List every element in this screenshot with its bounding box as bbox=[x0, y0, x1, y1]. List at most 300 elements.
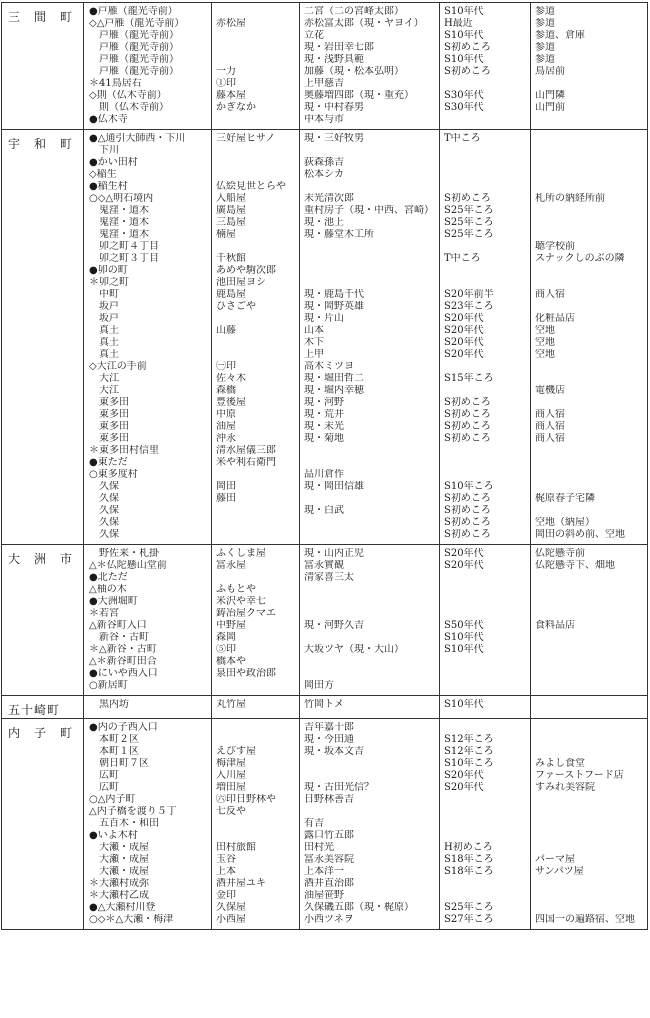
inn-name-cell: 森岡 bbox=[216, 632, 236, 643]
note-cell bbox=[531, 205, 647, 217]
place-cell: 鬼窪・道木 bbox=[89, 205, 149, 216]
inn-name-cell: あめや駒次郎 bbox=[216, 265, 276, 276]
place-cell: 野佐来・札掛 bbox=[89, 548, 159, 559]
period-cell: S23年ころ bbox=[444, 301, 494, 312]
note-column bbox=[531, 719, 648, 930]
inn-name-cell: ひさごや bbox=[216, 301, 256, 312]
town-name: 大 洲 市 bbox=[2, 545, 84, 696]
period-cell bbox=[440, 656, 530, 668]
note-cell: 商人宿 bbox=[535, 289, 565, 300]
note-cell: 参道 bbox=[535, 6, 555, 17]
note-cell bbox=[531, 265, 647, 277]
inn-name-cell: 藤田 bbox=[216, 493, 236, 504]
note-cell bbox=[531, 78, 647, 90]
period-cell bbox=[440, 181, 530, 193]
place-cell: 坂戸 bbox=[89, 313, 119, 324]
period-column bbox=[440, 696, 531, 719]
note-cell: 四国一の遍路宿、空地 bbox=[535, 914, 635, 925]
note-cell bbox=[531, 746, 647, 758]
note-cell: 参道、倉庫 bbox=[535, 30, 585, 41]
period-cell: S15年ころ bbox=[444, 373, 494, 384]
place-cell: ＊卯之町 bbox=[89, 277, 129, 288]
owner-cell bbox=[300, 253, 439, 265]
place-column bbox=[84, 719, 212, 930]
place-cell: ○◇＊△大瀬・梅津 bbox=[89, 914, 174, 925]
place-cell: △新谷町入口 bbox=[89, 620, 147, 631]
note-cell bbox=[531, 890, 647, 902]
period-cell: S30年代 bbox=[444, 102, 484, 113]
inn-name-cell: 油屋 bbox=[216, 421, 236, 432]
period-cell bbox=[440, 794, 530, 806]
note-cell bbox=[531, 157, 647, 169]
place-cell: ●東ただ bbox=[89, 457, 128, 468]
place-cell: ◇大江の手前 bbox=[89, 361, 147, 372]
place-cell: ●稲生村 bbox=[89, 181, 128, 192]
inn-name-cell bbox=[212, 30, 299, 42]
inn-name-cell: 玉谷 bbox=[216, 854, 236, 865]
owner-cell bbox=[300, 493, 439, 505]
note-cell: スナックしのぶの隣 bbox=[535, 253, 625, 264]
place-cell: 卯之町３丁目 bbox=[89, 253, 159, 264]
note-cell: 商人宿 bbox=[535, 409, 565, 420]
period-cell bbox=[440, 385, 530, 397]
place-cell: ＊若宮 bbox=[89, 608, 119, 619]
inn-name-cell: 清水屋儀三郎 bbox=[216, 445, 276, 456]
place-cell: ●いよ木村 bbox=[89, 830, 138, 841]
owner-cell: 現・鹿島千代 bbox=[304, 289, 364, 300]
place-column bbox=[84, 545, 212, 696]
period-cell: S30年代 bbox=[444, 90, 484, 101]
owner-cell: 現・浅野具範 bbox=[304, 54, 364, 65]
place-cell: 真土 bbox=[89, 349, 119, 360]
inn-name-cell: 一力 bbox=[216, 66, 236, 77]
inn-name-cell bbox=[212, 42, 299, 54]
owner-cell: 立花 bbox=[304, 30, 324, 41]
place-cell: 卯之町４丁目 bbox=[89, 241, 159, 252]
owner-cell bbox=[300, 517, 439, 529]
period-cell bbox=[440, 806, 530, 818]
note-column bbox=[531, 696, 648, 719]
note-cell bbox=[531, 722, 647, 734]
note-cell bbox=[531, 169, 647, 181]
inn-name-cell: 三好屋ヒサノ bbox=[216, 133, 276, 144]
note-cell bbox=[531, 277, 647, 289]
period-cell bbox=[440, 445, 530, 457]
inn-name-cell: かぎなか bbox=[216, 102, 256, 113]
period-cell: S10年代 bbox=[444, 54, 484, 65]
note-cell: 山門前 bbox=[535, 102, 565, 113]
owner-cell: 現・坂本文吉 bbox=[304, 746, 364, 757]
period-cell: S10年ころ bbox=[444, 758, 494, 769]
owner-cell bbox=[300, 596, 439, 608]
note-cell: 空地 bbox=[535, 325, 555, 336]
note-cell bbox=[531, 842, 647, 854]
owner-cell: 現・岩田幸七郎 bbox=[304, 42, 374, 53]
note-cell bbox=[531, 457, 647, 469]
period-cell: S10年代 bbox=[444, 632, 484, 643]
note-cell: 空地 bbox=[535, 337, 555, 348]
place-cell: ●仏木寺 bbox=[89, 114, 128, 125]
inn-name-cell: ①印 bbox=[216, 78, 236, 89]
owner-cell: 現・岡田信雄 bbox=[304, 481, 364, 492]
note-cell bbox=[531, 397, 647, 409]
town-name: 宇 和 町 bbox=[2, 130, 84, 545]
period-cell: S初めころ bbox=[444, 493, 491, 504]
section-row bbox=[2, 696, 648, 719]
period-cell: S27年ころ bbox=[444, 914, 494, 925]
period-cell: S初めころ bbox=[444, 529, 491, 540]
town-name: 五十崎町 bbox=[2, 696, 84, 719]
note-cell bbox=[531, 878, 647, 890]
inn-name-cell bbox=[212, 830, 299, 842]
owner-cell: 久保磯五郎（現・梶原） bbox=[304, 902, 414, 913]
owner-cell: 吉年嘉十郎 bbox=[304, 722, 354, 733]
owner-cell: 現・河野 bbox=[304, 397, 344, 408]
note-cell bbox=[531, 361, 647, 373]
inn-name-cell: 佐々木 bbox=[216, 373, 246, 384]
note-cell: 仏陀懸寺下、畑地 bbox=[535, 560, 615, 571]
place-cell: ●△大瀬村川登 bbox=[89, 902, 156, 913]
period-cell: S20年代 bbox=[444, 349, 484, 360]
inn-name-column bbox=[212, 130, 300, 545]
owner-column bbox=[300, 130, 440, 545]
owner-cell: 上本洋一 bbox=[304, 866, 344, 877]
place-cell: 東多田 bbox=[89, 421, 129, 432]
place-cell: △＊仏陀懸山堂前 bbox=[89, 560, 167, 571]
inn-name-cell: 豊後屋 bbox=[216, 397, 246, 408]
owner-cell: 現・山内正児 bbox=[304, 548, 364, 559]
owner-cell: 山本 bbox=[304, 325, 324, 336]
note-cell bbox=[531, 794, 647, 806]
inn-name-cell bbox=[212, 680, 299, 692]
inn-name-cell bbox=[212, 54, 299, 66]
place-cell: ＊東多田村信里 bbox=[89, 445, 159, 456]
inn-name-cell: 金印 bbox=[216, 890, 236, 901]
inn-name-cell: 楠屋 bbox=[216, 229, 236, 240]
inn-name-cell: 酒井屋ユキ bbox=[216, 878, 266, 889]
inn-name-cell bbox=[212, 145, 299, 157]
period-cell: S初めころ bbox=[444, 421, 491, 432]
inn-name-cell: 丸竹屋 bbox=[216, 699, 246, 710]
place-cell: 久保 bbox=[89, 493, 119, 504]
inn-name-cell bbox=[212, 114, 299, 126]
place-cell: 東多田 bbox=[89, 409, 129, 420]
inn-name-cell: 梅津屋 bbox=[216, 758, 246, 769]
table-body bbox=[2, 3, 648, 930]
place-cell: 則（仏木寺前） bbox=[89, 102, 169, 113]
note-cell: 商人宿 bbox=[535, 433, 565, 444]
inn-name-cell: 鋳冶屋クマエ bbox=[216, 608, 276, 619]
period-cell: S20年代 bbox=[444, 782, 484, 793]
inn-name-cell: ㊅印日野林や bbox=[216, 794, 276, 805]
note-cell: 梶原春子宅隣 bbox=[535, 493, 595, 504]
note-cell bbox=[531, 481, 647, 493]
note-column bbox=[531, 3, 648, 130]
period-cell: S初めころ bbox=[444, 42, 491, 53]
inn-name-column bbox=[212, 3, 300, 130]
note-cell bbox=[531, 902, 647, 914]
owner-cell bbox=[300, 277, 439, 289]
inn-name-cell: 久保屋 bbox=[216, 902, 246, 913]
inn-name-cell bbox=[212, 529, 299, 541]
place-cell: 朝日町７区 bbox=[89, 758, 149, 769]
period-cell: S25年ころ bbox=[444, 205, 494, 216]
place-cell: 戸雁（龍光寺前） bbox=[89, 30, 179, 41]
period-cell bbox=[440, 114, 530, 126]
place-cell: ●戸雁（龍光寺前） bbox=[89, 6, 178, 17]
inn-name-cell: 七反や bbox=[216, 806, 246, 817]
period-cell: S10年ころ bbox=[444, 481, 494, 492]
owner-cell: 現・白武 bbox=[304, 505, 344, 516]
inn-name-cell: 仏絵見世とらや bbox=[216, 181, 286, 192]
owner-cell: 現・菊地 bbox=[304, 433, 344, 444]
place-cell: 久保 bbox=[89, 505, 119, 516]
owner-cell: 有吉 bbox=[304, 818, 324, 829]
owner-column bbox=[300, 545, 440, 696]
note-cell: 化粧品店 bbox=[535, 313, 575, 324]
place-cell: △内子橋を渡り５丁 bbox=[89, 806, 177, 817]
inn-name-cell: 上本 bbox=[216, 866, 236, 877]
place-cell: ＊大瀬村乙成 bbox=[89, 890, 149, 901]
period-cell: S25年ころ bbox=[444, 229, 494, 240]
note-cell bbox=[531, 133, 647, 145]
place-column bbox=[84, 3, 212, 130]
owner-cell bbox=[300, 181, 439, 193]
note-cell bbox=[531, 806, 647, 818]
inn-name-cell: 池田屋ヨシ bbox=[216, 277, 266, 288]
inn-name-cell bbox=[212, 469, 299, 481]
owner-cell bbox=[300, 584, 439, 596]
owner-cell: 竹岡トメ bbox=[304, 699, 344, 710]
owner-cell: 清家喜三太 bbox=[304, 572, 354, 583]
period-cell: S10年代 bbox=[444, 644, 484, 655]
period-cell bbox=[440, 818, 530, 830]
period-cell bbox=[440, 241, 530, 253]
period-cell bbox=[440, 457, 530, 469]
inn-name-column bbox=[212, 719, 300, 930]
period-cell bbox=[440, 469, 530, 481]
inn-name-cell: 田村旅館 bbox=[216, 842, 256, 853]
owner-cell bbox=[300, 656, 439, 668]
note-cell bbox=[531, 217, 647, 229]
section-row bbox=[2, 719, 648, 930]
town-name: 三 間 町 bbox=[2, 3, 84, 130]
period-cell bbox=[440, 145, 530, 157]
period-cell bbox=[440, 169, 530, 181]
period-cell: S12年ころ bbox=[444, 746, 494, 757]
place-cell: ●卯の町 bbox=[89, 265, 128, 276]
note-cell: 空地 bbox=[535, 349, 555, 360]
owner-cell bbox=[300, 265, 439, 277]
inn-name-cell bbox=[212, 169, 299, 181]
note-cell: 電機店 bbox=[535, 385, 565, 396]
note-cell: パーマ屋 bbox=[535, 854, 575, 865]
place-cell: 大瀬・成屋 bbox=[89, 866, 149, 877]
note-cell bbox=[531, 505, 647, 517]
owner-cell: 現・末光 bbox=[304, 421, 344, 432]
note-cell bbox=[531, 608, 647, 620]
owner-cell: 上甲 bbox=[304, 349, 324, 360]
note-cell bbox=[531, 680, 647, 692]
owner-cell: 日野林善吉 bbox=[304, 794, 354, 805]
place-cell: 戸雁（龍光寺前） bbox=[89, 42, 179, 53]
inn-name-cell: 米や利右衛門 bbox=[216, 457, 276, 468]
inn-name-cell: 米沢や幸七 bbox=[216, 596, 266, 607]
period-cell: S20年代 bbox=[444, 313, 484, 324]
place-cell: 広町 bbox=[89, 782, 119, 793]
owner-cell: 現・池上 bbox=[304, 217, 344, 228]
note-cell bbox=[531, 699, 647, 711]
period-cell: S12年ころ bbox=[444, 734, 494, 745]
period-cell: S20年代 bbox=[444, 548, 484, 559]
note-cell bbox=[531, 584, 647, 596]
period-column bbox=[440, 719, 531, 930]
period-cell: T中ころ bbox=[444, 253, 481, 264]
period-cell: S10年代 bbox=[444, 30, 484, 41]
place-cell: ○△内子町 bbox=[89, 794, 136, 805]
period-cell bbox=[440, 584, 530, 596]
inn-name-cell: ふもとや bbox=[216, 584, 256, 595]
note-cell bbox=[531, 632, 647, 644]
place-cell: 大江 bbox=[89, 385, 119, 396]
note-cell: 参道 bbox=[535, 42, 555, 53]
period-cell bbox=[440, 890, 530, 902]
inn-name-cell: 山藤 bbox=[216, 325, 236, 336]
period-cell bbox=[440, 608, 530, 620]
owner-cell bbox=[300, 145, 439, 157]
inn-name-cell: 沖永 bbox=[216, 433, 236, 444]
owner-cell: 現・片山 bbox=[304, 313, 344, 324]
inn-name-cell: 千秋館 bbox=[216, 253, 246, 264]
place-cell: 戸雁（龍光寺前） bbox=[89, 66, 179, 77]
place-cell: 本町１区 bbox=[89, 746, 139, 757]
place-cell: 五百木・和田 bbox=[89, 818, 159, 829]
period-cell bbox=[440, 157, 530, 169]
inn-name-cell bbox=[212, 313, 299, 325]
note-cell: みよし食堂 bbox=[535, 758, 585, 769]
period-cell bbox=[440, 572, 530, 584]
section-row bbox=[2, 130, 648, 545]
owner-cell bbox=[300, 241, 439, 253]
period-cell bbox=[440, 361, 530, 373]
owner-cell: 露口竹五郎 bbox=[304, 830, 354, 841]
place-cell: 本町２区 bbox=[89, 734, 139, 745]
period-cell: S50年代 bbox=[444, 620, 484, 631]
note-cell: 札所の納経所前 bbox=[535, 193, 605, 204]
period-cell: S20年代 bbox=[444, 325, 484, 336]
period-cell bbox=[440, 277, 530, 289]
period-cell: S25年ころ bbox=[444, 217, 494, 228]
period-cell: S初めころ bbox=[444, 433, 491, 444]
place-cell: 久保 bbox=[89, 481, 119, 492]
owner-cell bbox=[300, 806, 439, 818]
place-cell: 久保 bbox=[89, 529, 119, 540]
place-cell: ◇稲生 bbox=[89, 169, 117, 180]
note-cell bbox=[531, 229, 647, 241]
period-column bbox=[440, 545, 531, 696]
note-cell bbox=[531, 181, 647, 193]
inn-name-cell: 鹿島屋 bbox=[216, 289, 246, 300]
period-cell: S10年代 bbox=[444, 6, 484, 17]
note-cell: 山門隣 bbox=[535, 90, 565, 101]
place-cell: 久保 bbox=[89, 517, 119, 528]
place-cell: 中町 bbox=[89, 289, 119, 300]
period-cell bbox=[440, 680, 530, 692]
note-cell bbox=[531, 656, 647, 668]
note-cell bbox=[531, 469, 647, 481]
owner-cell: 重村房子（現・中西、宮崎） bbox=[304, 205, 434, 216]
owner-cell: 現・今田通 bbox=[304, 734, 354, 745]
period-cell bbox=[440, 830, 530, 842]
inn-name-cell: 増田屋 bbox=[216, 782, 246, 793]
place-cell: 鬼窪・道木 bbox=[89, 229, 149, 240]
place-cell: 東多田 bbox=[89, 397, 129, 408]
note-cell bbox=[531, 445, 647, 457]
owner-cell bbox=[300, 770, 439, 782]
owner-cell: 現・堀内幸穂 bbox=[304, 385, 364, 396]
place-cell: ＊41鳥居右 bbox=[89, 78, 142, 89]
place-cell: 戸雁（龍光寺前） bbox=[89, 54, 179, 65]
period-cell: S初めころ bbox=[444, 397, 491, 408]
place-cell: ●北ただ bbox=[89, 572, 128, 583]
period-cell: S25年ころ bbox=[444, 902, 494, 913]
note-cell bbox=[531, 596, 647, 608]
inn-name-cell bbox=[212, 722, 299, 734]
inn-name-cell bbox=[212, 572, 299, 584]
note-cell bbox=[531, 644, 647, 656]
inn-name-cell: 入船屋 bbox=[216, 193, 246, 204]
owner-cell: 現・三好牧男 bbox=[304, 133, 364, 144]
note-column bbox=[531, 130, 648, 545]
owner-cell: 現・河野久吉 bbox=[304, 620, 364, 631]
note-cell bbox=[531, 114, 647, 126]
inn-name-cell: 中野屋 bbox=[216, 620, 246, 631]
note-cell: ファーストフード店 bbox=[535, 770, 624, 781]
place-cell: △柚の木 bbox=[89, 584, 127, 595]
place-cell: 大瀬・成屋 bbox=[89, 842, 149, 853]
period-cell: S初めころ bbox=[444, 193, 491, 204]
period-cell: S初めころ bbox=[444, 517, 491, 528]
owner-cell: 松本シカ bbox=[304, 169, 344, 180]
note-cell: 岡田の斜め前、空地 bbox=[535, 529, 625, 540]
inn-name-cell: えびす屋 bbox=[216, 746, 256, 757]
owner-cell bbox=[300, 758, 439, 770]
period-cell: S初めころ bbox=[444, 66, 491, 77]
place-cell: 黒内坊 bbox=[89, 699, 129, 710]
place-cell: ●△通引大師西・下川 bbox=[89, 133, 186, 144]
place-cell: 大瀬・成屋 bbox=[89, 854, 149, 865]
owner-cell: 品川倉作 bbox=[304, 469, 344, 480]
place-cell: ●かい田村 bbox=[89, 157, 138, 168]
place-cell: ○東多度村 bbox=[89, 469, 138, 480]
period-cell: S10年代 bbox=[444, 699, 484, 710]
note-cell bbox=[531, 572, 647, 584]
inn-name-cell bbox=[212, 337, 299, 349]
place-cell: ●にいや西入口 bbox=[89, 668, 158, 679]
owner-cell: 現・中村春男 bbox=[304, 102, 364, 113]
period-cell: S初めころ bbox=[444, 409, 491, 420]
owner-cell bbox=[300, 668, 439, 680]
period-cell: H初めころ bbox=[444, 842, 493, 853]
note-column bbox=[531, 545, 648, 696]
inn-name-cell: ㊀印 bbox=[216, 361, 236, 372]
owner-cell: 岡田方 bbox=[304, 680, 334, 691]
owner-cell: 荻森孫吉 bbox=[304, 157, 344, 168]
place-cell: ○新居町 bbox=[89, 680, 128, 691]
note-cell: 食料品店 bbox=[535, 620, 575, 631]
inn-name-cell bbox=[212, 157, 299, 169]
owner-cell: 冨永實観 bbox=[304, 560, 344, 571]
